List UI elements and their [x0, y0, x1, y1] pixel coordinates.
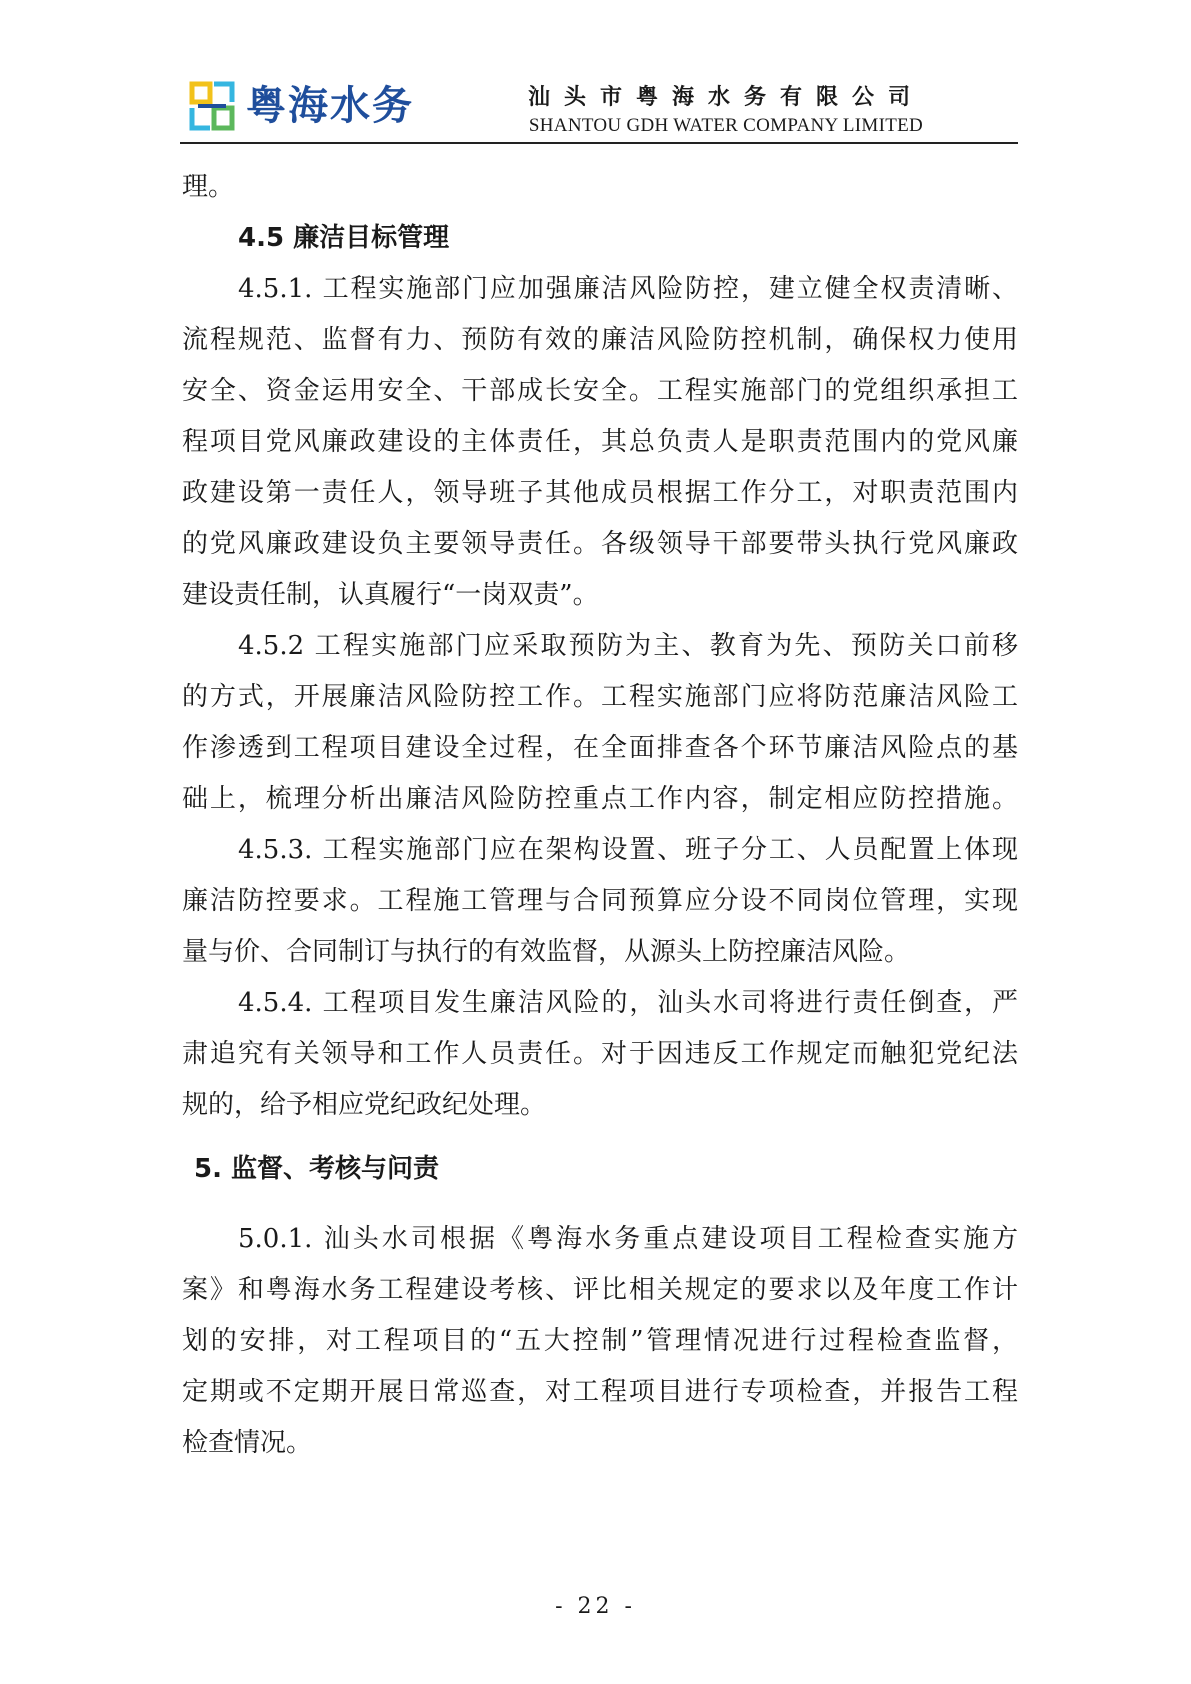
paragraph-line: 程项目党风廉政建设的主体责任，其总负责人是职责范围内的党风廉 — [182, 427, 1018, 457]
paragraph-line: 安全、资金运用安全、干部成长安全。工程实施部门的党组织承担工 — [182, 376, 1018, 406]
paragraph-line: 4.5.2 工程实施部门应采取预防为主、教育为先、预防关口前移 — [238, 631, 1018, 661]
paragraph-line: 的方式，开展廉洁风险防控工作。工程实施部门应将防范廉洁风险工 — [182, 682, 1018, 712]
section-heading: 5. 监督、考核与问责 — [194, 1154, 440, 1184]
paragraph-line: 划的安排，对工程项目的“五大控制”管理情况进行过程检查监督， — [182, 1326, 1018, 1356]
paragraph-line: 量与价、合同制订与执行的有效监督，从源头上防控廉洁风险。 — [182, 937, 911, 967]
page-header — [180, 72, 1018, 144]
paragraph-line: 政建设第一责任人，领导班子其他成员根据工作分工，对职责范围内 — [182, 478, 1018, 508]
paragraph-line: 定期或不定期开展日常巡查，对工程项目进行专项检查，并报告工程 — [182, 1377, 1018, 1407]
paragraph-line: 4.5.4. 工程项目发生廉洁风险的，汕头水司将进行责任倒查，严 — [238, 988, 1018, 1018]
paragraph-line: 肃追究有关领导和工作人员责任。对于因违反工作规定而触犯党纪法 — [182, 1039, 1018, 1069]
paragraph-line: 案》和粤海水务工程建设考核、评比相关规定的要求以及年度工作计 — [182, 1275, 1018, 1305]
paragraph-line: 建设责任制，认真履行“一岗双责”。 — [182, 580, 599, 610]
paragraph-line: 检查情况。 — [182, 1428, 313, 1458]
paragraph-line: 作渗透到工程项目建设全过程，在全面排查各个环节廉洁风险点的基 — [182, 733, 1018, 763]
paragraph-line: 流程规范、监督有力、预防有效的廉洁风险防控机制，确保权力使用 — [182, 325, 1018, 355]
paragraph-line: 5.0.1. 汕头水司根据《粤海水务重点建设项目工程检查实施方 — [238, 1224, 1018, 1254]
company-logo-icon — [188, 78, 236, 134]
paragraph-line: 廉洁防控要求。工程施工管理与合同预算应分设不同岗位管理，实现 — [182, 886, 1018, 916]
paragraph-line: 4.5.3. 工程实施部门应在架构设置、班子分工、人员配置上体现 — [238, 835, 1018, 865]
text-line: 理。 — [182, 172, 235, 202]
paragraph-line: 的党风廉政建设负主要领导责任。各级领导干部要带头执行党风廉政 — [182, 529, 1018, 559]
company-name-english: SHANTOU GDH WATER COMPANY LIMITED — [528, 115, 924, 136]
page-number: - 22 - — [555, 1594, 636, 1619]
logo-text: 粤海水务 — [246, 82, 414, 129]
paragraph-line: 4.5.1. 工程实施部门应加强廉洁风险防控，建立健全权责清晰、 — [238, 274, 1018, 304]
company-name-chinese: 汕头市粤海水务有限公司 — [527, 85, 924, 110]
section-heading: 4.5 廉洁目标管理 — [238, 223, 450, 253]
paragraph-line: 规的，给予相应党纪政纪处理。 — [182, 1090, 547, 1120]
paragraph-line: 础上，梳理分析出廉洁风险防控重点工作内容，制定相应防控措施。 — [182, 784, 1018, 814]
